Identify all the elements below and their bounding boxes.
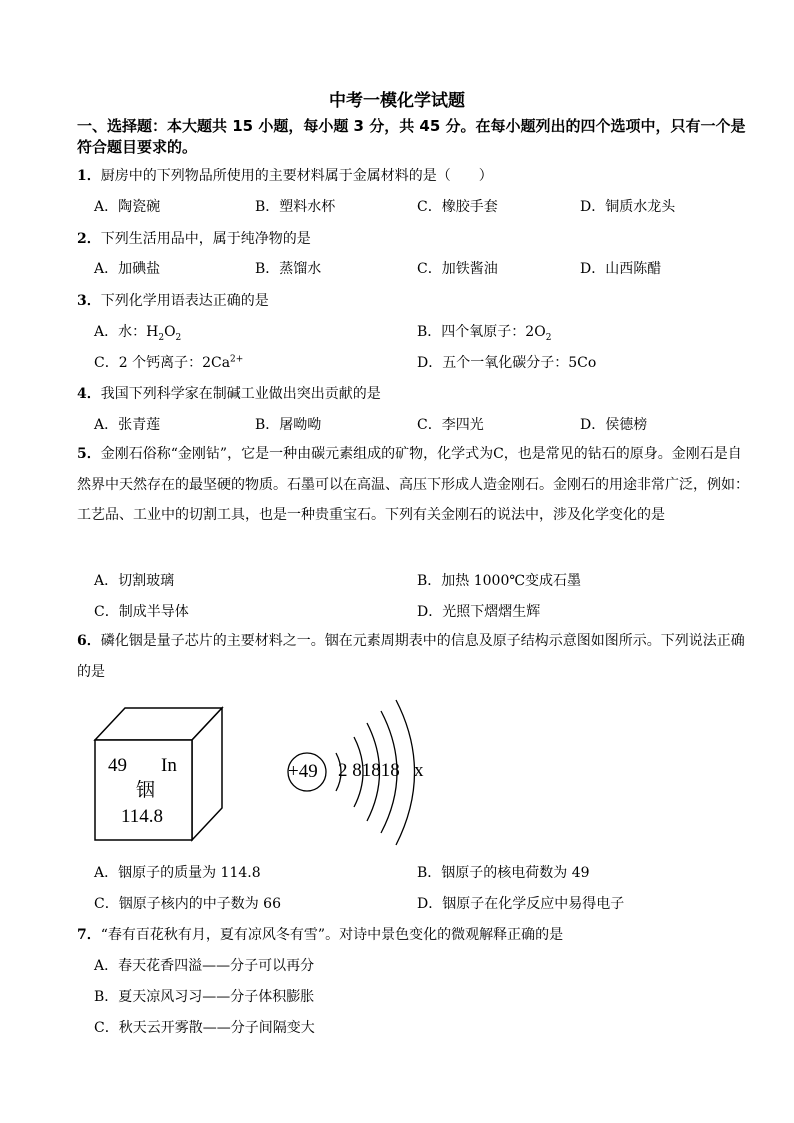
option-b: B．铟原子的核电荷数为 49	[417, 865, 590, 881]
question-stem: 厨房中的下列物品所使用的主要材料属于金属材料的是（ ）	[100, 168, 493, 184]
option-c: C．秋天云开雾散——分子间隔变大	[94, 1020, 315, 1036]
question-stem: 我国下列科学家在制碱工业做出突出贡献的是	[100, 386, 381, 402]
option-c: C．橡胶手套	[417, 199, 498, 215]
question-5	[77, 439, 749, 531]
question-stem: 下列化学用语表达正确的是	[100, 293, 269, 309]
question-stem: 磷化铟是量子芯片的主要材料之一。铟在元素周期表中的信息及原子结构示意图如图所示。下列说法正确的是	[77, 633, 745, 680]
option-text: B．四个氧原子：2O	[417, 324, 546, 340]
option-text: O	[164, 324, 176, 340]
page-title: 中考一模化学试题	[329, 91, 465, 111]
option-text: A．水：H	[94, 324, 159, 340]
question-2	[77, 228, 311, 248]
question-number: 2．	[77, 231, 101, 247]
subscript: 2	[158, 332, 165, 343]
option-b	[417, 321, 551, 343]
question-number: 4．	[77, 386, 101, 402]
subscript: 2	[545, 332, 552, 343]
superscript: 2+	[230, 354, 244, 365]
element-symbol: In	[161, 755, 177, 776]
option-b: B．加热 1000℃变成石墨	[417, 573, 582, 589]
outer-electrons: x	[414, 760, 424, 781]
option-c	[94, 352, 243, 372]
atomic-mass: 114.8	[121, 806, 164, 827]
question-number: 6．	[77, 633, 101, 649]
question-7	[77, 924, 563, 944]
option-d: D．光照下熠熠生辉	[417, 604, 541, 620]
question-number: 5．	[77, 446, 101, 462]
option-b: B．夏天凉风习习——分子体积膨胀	[94, 989, 315, 1005]
question-number: 1．	[77, 168, 101, 184]
option-a: A．陶瓷碗	[94, 199, 161, 215]
option-d: D．铜质水龙头	[580, 199, 676, 215]
question-number: 3．	[77, 293, 101, 309]
question-stem: 金刚石俗称“金刚钻”，它是一种由碳元素组成的矿物，化学式为C，也是常见的钻石的原身。金刚石是自然界中天然存在的最坚硬的物质。石墨可以在高温、高压下形成人造金刚石。金刚石的用途非常广泛，例如：工艺品、工业中的切割工具，也是一种贵重宝石。下列有关金刚石的说法中，涉及化学变化的是	[77, 446, 749, 523]
electron-shells: 2 81818	[338, 760, 400, 781]
option-d: D．铟原子在化学反应中易得电子	[417, 896, 625, 912]
option-c: C．铟原子核内的中子数为 66	[94, 896, 281, 912]
option-a: A．春天花香四溢——分子可以再分	[94, 958, 315, 974]
question-number: 7．	[77, 927, 101, 943]
question-3	[77, 290, 269, 310]
question-1	[77, 165, 493, 185]
section-heading: 一、选择题：本大题共 15 小题，每小题 3 分，共 45 分。在每小题列出的四个选项中，只有一个是符合题目要求的。	[77, 117, 746, 156]
question-6	[77, 626, 749, 687]
question-4	[77, 383, 381, 403]
subscript: 2	[175, 332, 182, 343]
option-text: C．2 个钙离子：2Ca	[94, 355, 231, 371]
option-c: C．制成半导体	[94, 604, 189, 620]
option-a: A．铟原子的质量为 114.8	[94, 865, 261, 881]
question-stem: “春有百花秋有月，夏有凉风冬有雪”。对诗中景色变化的微观解释正确的是	[100, 927, 564, 943]
option-c: C．加铁酱油	[417, 261, 498, 277]
option-a: A．张青莲	[94, 417, 161, 433]
option-b: B．蒸馏水	[255, 261, 322, 277]
atomic-number: 49	[108, 755, 127, 776]
option-c: C．李四光	[417, 417, 484, 433]
element-name: 铟	[136, 780, 156, 801]
option-a: A．切割玻璃	[94, 573, 175, 589]
option-d: D．山西陈醋	[580, 261, 662, 277]
option-d: D．侯德榜	[580, 417, 648, 433]
question-stem: 下列生活用品中，属于纯净物的是	[100, 231, 311, 247]
option-a	[94, 321, 181, 343]
option-b: B．屠呦呦	[255, 417, 322, 433]
option-a: A．加碘盐	[94, 261, 161, 277]
option-d: D．五个一氧化碳分子：5Co	[417, 355, 597, 371]
nucleus-charge: +49	[288, 761, 318, 782]
option-b: B．塑料水杯	[255, 199, 336, 215]
